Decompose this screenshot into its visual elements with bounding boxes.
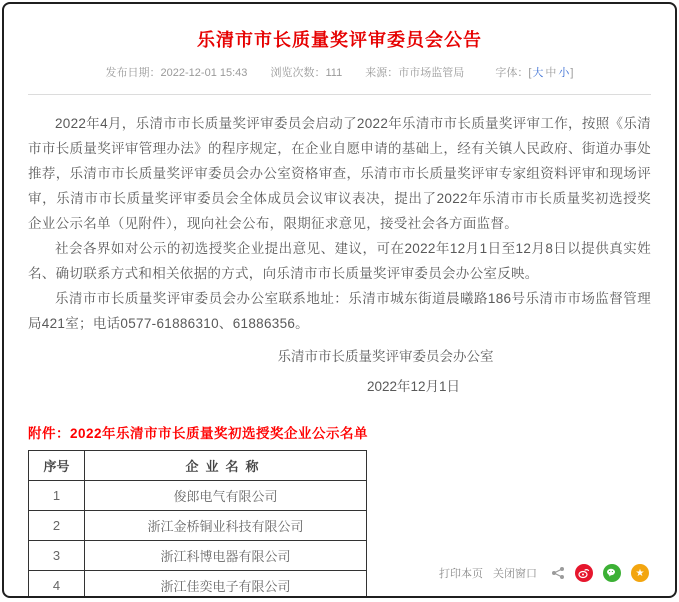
attachment-heading: 附件：2022年乐清市市长质量奖初选授奖企业公示名单 <box>28 426 369 441</box>
weibo-icon[interactable] <box>575 564 593 582</box>
qzone-icon[interactable]: ★ <box>631 564 649 582</box>
footer-toolbar <box>439 564 649 582</box>
publish-date-label: 发布日期： <box>105 67 161 79</box>
font-size-medium-link[interactable]: 中 <box>545 67 557 79</box>
view-count-value: 111 <box>325 67 343 79</box>
announcement-body <box>28 111 651 336</box>
row-no: 3 <box>29 541 85 571</box>
paragraph-3: 乐清市市长质量奖评审委员会办公室联系地址：乐清市城东街道晨曦路186号乐清市市场监督管理局421室；电话0577-61886310、61886356。 <box>28 291 651 331</box>
source-label: 来源： <box>365 67 399 79</box>
table-row <box>29 481 367 511</box>
signature-block <box>28 342 651 402</box>
header-no: 序号 <box>29 451 85 481</box>
issue-date: 2022年12月1日 <box>366 379 461 394</box>
row-no: 4 <box>29 571 85 599</box>
page-title: 乐清市市长质量奖评审委员会公告 <box>197 30 482 50</box>
announcement-page <box>2 2 677 598</box>
company-table <box>28 450 367 598</box>
wechat-icon[interactable] <box>603 564 621 582</box>
company-name: 俊郎电气有限公司 <box>85 481 367 511</box>
bracket-open: [ <box>528 67 532 79</box>
row-no: 1 <box>29 481 85 511</box>
publish-date-value: 2022-12-01 15:43 <box>160 67 248 79</box>
table-row <box>29 511 367 541</box>
paragraph-2: 社会各界如对公示的初选授奖企业提出意见、建议，可在2022年12月1日至12月8日以提供真实姓名、确切联系方式和相关依据的方式，向乐清市市长质量奖评审委员会办公室反映。 <box>28 241 651 281</box>
table-row <box>29 541 367 571</box>
source-value: 市市场监管局 <box>398 67 465 79</box>
print-page-link[interactable]: 打印本页 <box>439 568 483 580</box>
table-header-row <box>29 451 367 481</box>
font-size-switcher <box>495 67 573 79</box>
paragraph-1: 2022年4月，乐清市市长质量奖评审委员会启动了2022年乐清市市长质量奖评审工作，按照《乐清市市长质量奖评审管理办法》的程序规定，在企业自愿申请的基础上，经有关镇人民政府、街道办事处推荐，乐清市市长质量奖评审委员会办公室资格审查，乐清市市长质量奖评审专家组资料评审和现场评审，乐清市市长质量奖评审委员会全体成员会议审议表决，提出了2022年乐清市市长质量奖初选授奖企业公示名单（见附件），现向社会公布，限期征求意见，接受社会各方面监督。 <box>28 116 651 231</box>
share-icon[interactable] <box>551 566 565 580</box>
company-name: 浙江科博电器有限公司 <box>85 541 367 571</box>
company-name: 浙江佳奕电子有限公司 <box>85 571 367 599</box>
issuing-office: 乐清市市长质量奖评审委员会办公室 <box>277 349 494 364</box>
view-count-label: 浏览次数： <box>270 67 326 79</box>
meta-bar <box>28 64 651 95</box>
source <box>365 67 464 79</box>
bracket-close: ] <box>570 67 574 79</box>
close-window-link[interactable]: 关闭窗口 <box>493 568 537 580</box>
table-row <box>29 571 367 599</box>
row-no: 2 <box>29 511 85 541</box>
font-size-label: 字体： <box>495 67 529 79</box>
header-company-name: 企业名称 <box>85 451 367 481</box>
font-size-large-link[interactable]: 大 <box>532 67 544 79</box>
publish-date <box>106 67 248 79</box>
font-size-small-link[interactable]: 小 <box>558 67 570 79</box>
view-count <box>270 67 342 79</box>
company-name: 浙江金桥铜业科技有限公司 <box>85 511 367 541</box>
